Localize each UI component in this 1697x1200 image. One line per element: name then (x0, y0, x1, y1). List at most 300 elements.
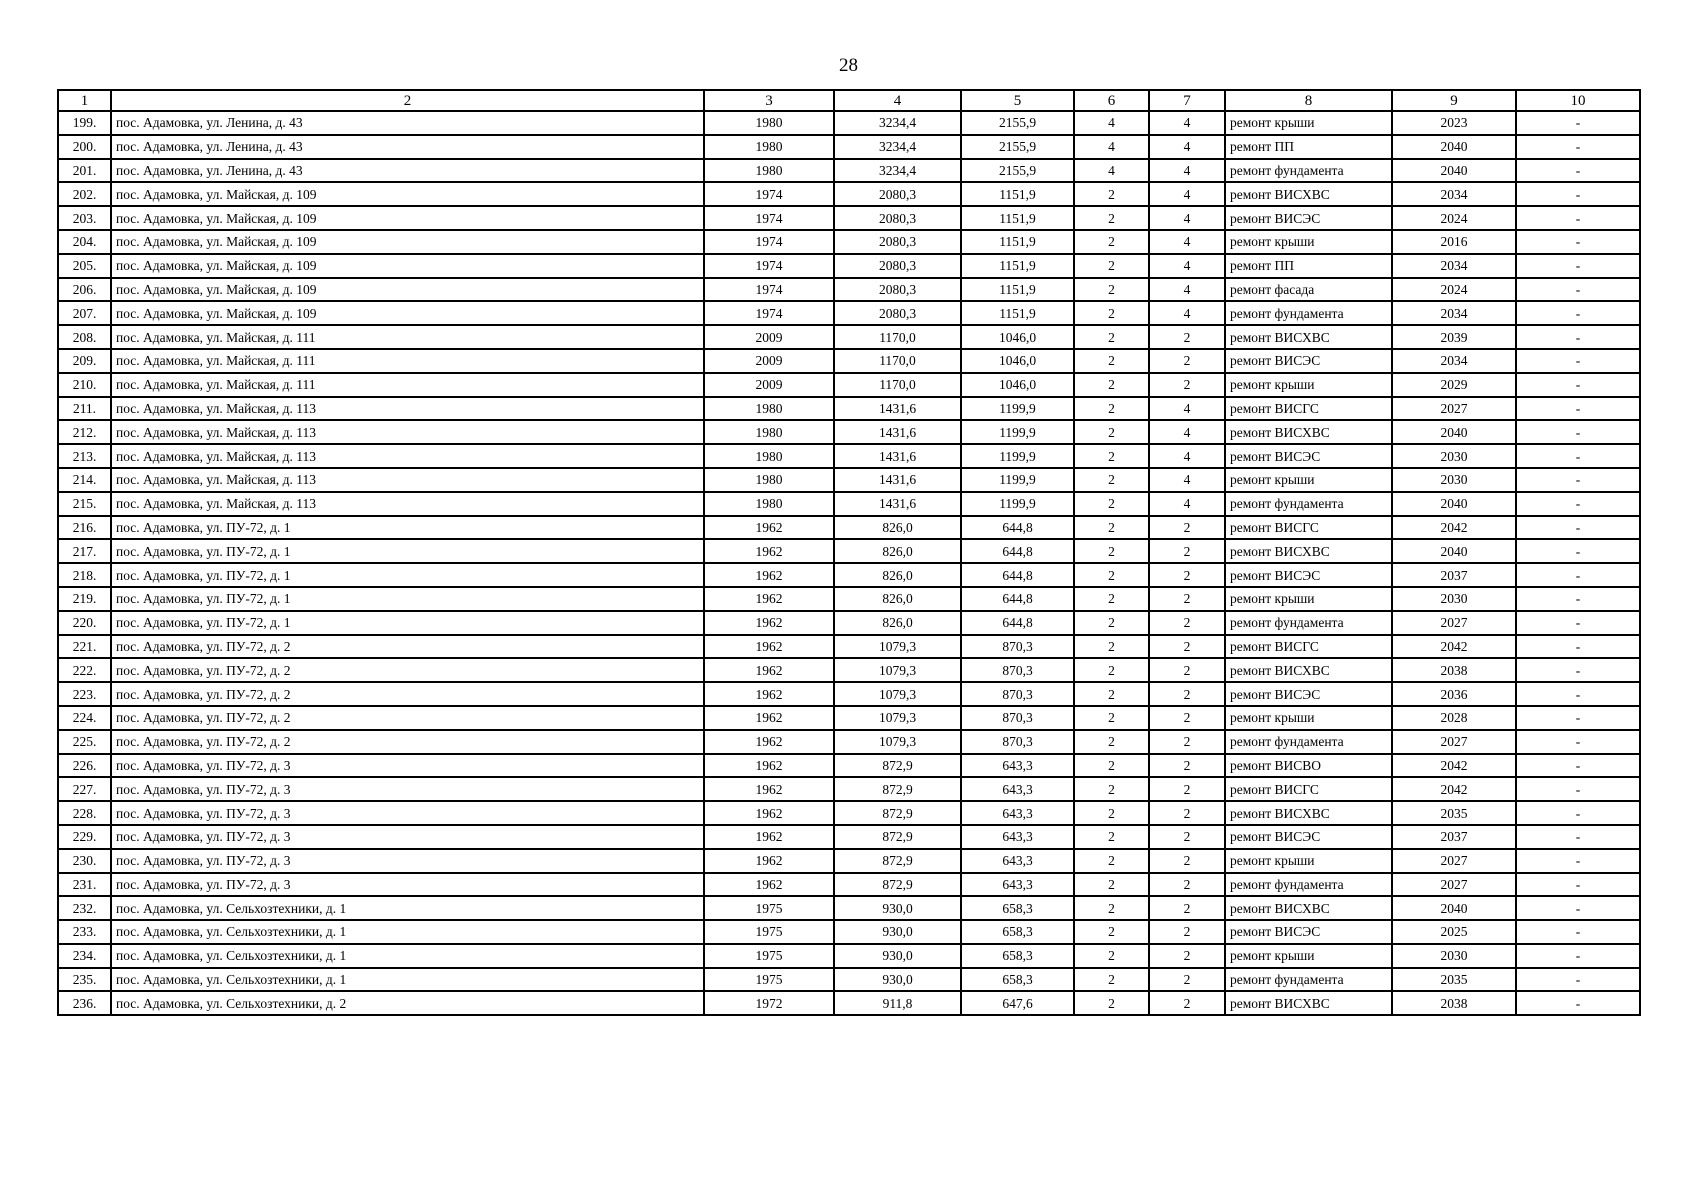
cell-total-area: 1431,6 (834, 468, 961, 492)
cell-floors: 2 (1074, 444, 1149, 468)
cell-planned-year: 2039 (1392, 325, 1516, 349)
cell-planned-year: 2038 (1392, 991, 1516, 1015)
table-row (58, 539, 1640, 563)
cell-row-number: 212. (58, 420, 111, 444)
cell-note: - (1516, 135, 1640, 159)
cell-address: пос. Адамовка, ул. ПУ-72, д. 3 (111, 849, 704, 873)
cell-year-built: 1962 (704, 611, 834, 635)
cell-planned-year: 2034 (1392, 301, 1516, 325)
cell-total-area: 872,9 (834, 825, 961, 849)
cell-row-number: 227. (58, 777, 111, 801)
cell-planned-year: 2025 (1392, 920, 1516, 944)
cell-entrances: 4 (1149, 206, 1225, 230)
column-header: 1 (58, 90, 111, 111)
cell-work-type: ремонт ВИСГС (1225, 635, 1392, 659)
cell-note: - (1516, 635, 1640, 659)
cell-living-area: 2155,9 (961, 159, 1074, 183)
cell-entrances: 4 (1149, 492, 1225, 516)
cell-total-area: 1170,0 (834, 373, 961, 397)
table-row (58, 468, 1640, 492)
table-row (58, 944, 1640, 968)
cell-note: - (1516, 658, 1640, 682)
cell-living-area: 1199,9 (961, 420, 1074, 444)
cell-note: - (1516, 730, 1640, 754)
cell-note: - (1516, 159, 1640, 183)
cell-total-area: 826,0 (834, 563, 961, 587)
cell-row-number: 211. (58, 397, 111, 421)
cell-planned-year: 2034 (1392, 254, 1516, 278)
cell-living-area: 2155,9 (961, 111, 1074, 135)
cell-floors: 2 (1074, 230, 1149, 254)
cell-entrances: 4 (1149, 278, 1225, 302)
cell-planned-year: 2040 (1392, 492, 1516, 516)
table-row (58, 873, 1640, 897)
cell-planned-year: 2040 (1392, 159, 1516, 183)
cell-living-area: 1151,9 (961, 230, 1074, 254)
cell-row-number: 235. (58, 968, 111, 992)
cell-total-area: 930,0 (834, 968, 961, 992)
table-row (58, 111, 1640, 135)
cell-work-type: ремонт крыши (1225, 849, 1392, 873)
cell-floors: 2 (1074, 682, 1149, 706)
cell-address: пос. Адамовка, ул. Майская, д. 113 (111, 444, 704, 468)
cell-total-area: 2080,3 (834, 182, 961, 206)
cell-planned-year: 2035 (1392, 968, 1516, 992)
cell-note: - (1516, 587, 1640, 611)
cell-entrances: 2 (1149, 801, 1225, 825)
cell-entrances: 2 (1149, 325, 1225, 349)
cell-work-type: ремонт ВИСХВС (1225, 991, 1392, 1015)
cell-address: пос. Адамовка, ул. Майская, д. 109 (111, 206, 704, 230)
cell-row-number: 236. (58, 991, 111, 1015)
table-body (58, 111, 1640, 1015)
cell-address: пос. Адамовка, ул. Майская, д. 111 (111, 325, 704, 349)
table-row (58, 206, 1640, 230)
table-row (58, 730, 1640, 754)
cell-year-built: 1980 (704, 111, 834, 135)
cell-year-built: 1962 (704, 539, 834, 563)
cell-note: - (1516, 254, 1640, 278)
cell-work-type: ремонт фасада (1225, 278, 1392, 302)
cell-entrances: 2 (1149, 944, 1225, 968)
cell-address: пос. Адамовка, ул. Майская, д. 111 (111, 373, 704, 397)
cell-planned-year: 2027 (1392, 611, 1516, 635)
cell-floors: 4 (1074, 159, 1149, 183)
table-row (58, 563, 1640, 587)
cell-row-number: 232. (58, 896, 111, 920)
cell-year-built: 1962 (704, 587, 834, 611)
cell-address: пос. Адамовка, ул. ПУ-72, д. 2 (111, 658, 704, 682)
table-row (58, 373, 1640, 397)
cell-planned-year: 2040 (1392, 896, 1516, 920)
table-row (58, 635, 1640, 659)
cell-floors: 2 (1074, 968, 1149, 992)
cell-note: - (1516, 516, 1640, 540)
cell-planned-year: 2036 (1392, 682, 1516, 706)
cell-note: - (1516, 611, 1640, 635)
cell-entrances: 2 (1149, 635, 1225, 659)
cell-planned-year: 2028 (1392, 706, 1516, 730)
cell-planned-year: 2024 (1392, 278, 1516, 302)
cell-work-type: ремонт фундамента (1225, 873, 1392, 897)
table-row (58, 254, 1640, 278)
cell-floors: 2 (1074, 206, 1149, 230)
cell-row-number: 225. (58, 730, 111, 754)
cell-row-number: 206. (58, 278, 111, 302)
table-row (58, 301, 1640, 325)
cell-work-type: ремонт крыши (1225, 111, 1392, 135)
column-header: 3 (704, 90, 834, 111)
cell-total-area: 1170,0 (834, 349, 961, 373)
cell-year-built: 1972 (704, 991, 834, 1015)
cell-total-area: 872,9 (834, 777, 961, 801)
repair-schedule-table (57, 89, 1641, 1016)
table-row (58, 444, 1640, 468)
cell-floors: 2 (1074, 349, 1149, 373)
cell-planned-year: 2035 (1392, 801, 1516, 825)
cell-note: - (1516, 444, 1640, 468)
cell-planned-year: 2030 (1392, 944, 1516, 968)
cell-planned-year: 2016 (1392, 230, 1516, 254)
table-row (58, 611, 1640, 635)
cell-living-area: 1199,9 (961, 492, 1074, 516)
cell-entrances: 2 (1149, 682, 1225, 706)
cell-address: пос. Адамовка, ул. ПУ-72, д. 3 (111, 825, 704, 849)
cell-year-built: 1974 (704, 278, 834, 302)
cell-note: - (1516, 849, 1640, 873)
cell-planned-year: 2040 (1392, 539, 1516, 563)
cell-work-type: ремонт ПП (1225, 254, 1392, 278)
cell-note: - (1516, 825, 1640, 849)
cell-work-type: ремонт ВИСХВС (1225, 658, 1392, 682)
table-row (58, 825, 1640, 849)
cell-work-type: ремонт ВИСХВС (1225, 801, 1392, 825)
table-row (58, 849, 1640, 873)
cell-floors: 2 (1074, 754, 1149, 778)
cell-address: пос. Адамовка, ул. ПУ-72, д. 2 (111, 682, 704, 706)
cell-note: - (1516, 896, 1640, 920)
cell-address: пос. Адамовка, ул. Майская, д. 113 (111, 468, 704, 492)
cell-work-type: ремонт ВИСХВС (1225, 182, 1392, 206)
cell-total-area: 1431,6 (834, 444, 961, 468)
cell-year-built: 1975 (704, 920, 834, 944)
cell-address: пос. Адамовка, ул. ПУ-72, д. 1 (111, 587, 704, 611)
cell-living-area: 658,3 (961, 920, 1074, 944)
cell-total-area: 1431,6 (834, 492, 961, 516)
cell-floors: 2 (1074, 516, 1149, 540)
cell-entrances: 2 (1149, 706, 1225, 730)
cell-planned-year: 2030 (1392, 444, 1516, 468)
cell-floors: 2 (1074, 301, 1149, 325)
cell-work-type: ремонт ВИСХВС (1225, 539, 1392, 563)
column-header: 8 (1225, 90, 1392, 111)
cell-living-area: 1199,9 (961, 468, 1074, 492)
cell-planned-year: 2042 (1392, 777, 1516, 801)
cell-living-area: 644,8 (961, 539, 1074, 563)
cell-year-built: 1962 (704, 777, 834, 801)
cell-work-type: ремонт фундамента (1225, 492, 1392, 516)
cell-year-built: 1975 (704, 896, 834, 920)
cell-year-built: 1962 (704, 754, 834, 778)
cell-row-number: 208. (58, 325, 111, 349)
cell-work-type: ремонт крыши (1225, 230, 1392, 254)
cell-year-built: 1980 (704, 397, 834, 421)
cell-living-area: 643,3 (961, 777, 1074, 801)
cell-living-area: 1199,9 (961, 397, 1074, 421)
cell-work-type: ремонт ВИСЭС (1225, 563, 1392, 587)
cell-row-number: 205. (58, 254, 111, 278)
cell-entrances: 2 (1149, 658, 1225, 682)
table-row (58, 159, 1640, 183)
cell-row-number: 217. (58, 539, 111, 563)
cell-row-number: 231. (58, 873, 111, 897)
cell-address: пос. Адамовка, ул. ПУ-72, д. 3 (111, 777, 704, 801)
cell-entrances: 2 (1149, 849, 1225, 873)
cell-address: пос. Адамовка, ул. Майская, д. 109 (111, 278, 704, 302)
cell-row-number: 200. (58, 135, 111, 159)
cell-year-built: 1962 (704, 563, 834, 587)
cell-entrances: 4 (1149, 230, 1225, 254)
cell-year-built: 1974 (704, 182, 834, 206)
cell-row-number: 230. (58, 849, 111, 873)
cell-row-number: 220. (58, 611, 111, 635)
cell-living-area: 1046,0 (961, 349, 1074, 373)
cell-entrances: 4 (1149, 397, 1225, 421)
table-row (58, 492, 1640, 516)
cell-note: - (1516, 206, 1640, 230)
cell-floors: 2 (1074, 325, 1149, 349)
cell-entrances: 2 (1149, 587, 1225, 611)
cell-total-area: 3234,4 (834, 135, 961, 159)
cell-year-built: 1980 (704, 135, 834, 159)
cell-year-built: 1962 (704, 873, 834, 897)
cell-floors: 2 (1074, 468, 1149, 492)
cell-work-type: ремонт ВИСХВС (1225, 420, 1392, 444)
cell-total-area: 930,0 (834, 944, 961, 968)
cell-entrances: 4 (1149, 468, 1225, 492)
cell-address: пос. Адамовка, ул. Ленина, д. 43 (111, 135, 704, 159)
cell-work-type: ремонт ВИСЭС (1225, 920, 1392, 944)
cell-living-area: 2155,9 (961, 135, 1074, 159)
cell-living-area: 870,3 (961, 730, 1074, 754)
cell-total-area: 1079,3 (834, 706, 961, 730)
cell-year-built: 2009 (704, 349, 834, 373)
cell-row-number: 215. (58, 492, 111, 516)
cell-note: - (1516, 682, 1640, 706)
cell-total-area: 1079,3 (834, 658, 961, 682)
cell-note: - (1516, 754, 1640, 778)
cell-note: - (1516, 539, 1640, 563)
cell-row-number: 210. (58, 373, 111, 397)
cell-work-type: ремонт ВИСЭС (1225, 206, 1392, 230)
cell-year-built: 1962 (704, 706, 834, 730)
cell-planned-year: 2023 (1392, 111, 1516, 135)
cell-note: - (1516, 468, 1640, 492)
cell-address: пос. Адамовка, ул. Майская, д. 111 (111, 349, 704, 373)
cell-year-built: 1962 (704, 516, 834, 540)
cell-work-type: ремонт крыши (1225, 944, 1392, 968)
cell-row-number: 207. (58, 301, 111, 325)
cell-row-number: 222. (58, 658, 111, 682)
cell-work-type: ремонт ПП (1225, 135, 1392, 159)
cell-year-built: 2009 (704, 373, 834, 397)
cell-row-number: 209. (58, 349, 111, 373)
cell-address: пос. Адамовка, ул. ПУ-72, д. 2 (111, 706, 704, 730)
cell-entrances: 2 (1149, 896, 1225, 920)
cell-row-number: 202. (58, 182, 111, 206)
cell-row-number: 213. (58, 444, 111, 468)
cell-entrances: 4 (1149, 159, 1225, 183)
cell-planned-year: 2029 (1392, 373, 1516, 397)
table-row (58, 968, 1640, 992)
cell-planned-year: 2034 (1392, 349, 1516, 373)
cell-year-built: 2009 (704, 325, 834, 349)
cell-note: - (1516, 230, 1640, 254)
cell-floors: 2 (1074, 706, 1149, 730)
cell-floors: 4 (1074, 135, 1149, 159)
cell-address: пос. Адамовка, ул. ПУ-72, д. 3 (111, 801, 704, 825)
cell-year-built: 1962 (704, 849, 834, 873)
cell-total-area: 872,9 (834, 873, 961, 897)
table-row (58, 706, 1640, 730)
cell-row-number: 226. (58, 754, 111, 778)
cell-total-area: 930,0 (834, 920, 961, 944)
table-row (58, 682, 1640, 706)
cell-note: - (1516, 801, 1640, 825)
cell-planned-year: 2040 (1392, 135, 1516, 159)
cell-note: - (1516, 325, 1640, 349)
cell-row-number: 204. (58, 230, 111, 254)
cell-year-built: 1962 (704, 658, 834, 682)
table-row (58, 420, 1640, 444)
cell-living-area: 1151,9 (961, 278, 1074, 302)
table-row (58, 349, 1640, 373)
cell-row-number: 224. (58, 706, 111, 730)
cell-work-type: ремонт ВИСХВС (1225, 325, 1392, 349)
cell-living-area: 870,3 (961, 706, 1074, 730)
cell-row-number: 203. (58, 206, 111, 230)
cell-address: пос. Адамовка, ул. Майская, д. 109 (111, 230, 704, 254)
cell-planned-year: 2042 (1392, 754, 1516, 778)
cell-planned-year: 2042 (1392, 516, 1516, 540)
cell-row-number: 221. (58, 635, 111, 659)
cell-living-area: 658,3 (961, 944, 1074, 968)
cell-address: пос. Адамовка, ул. ПУ-72, д. 1 (111, 516, 704, 540)
cell-living-area: 870,3 (961, 658, 1074, 682)
cell-work-type: ремонт ВИСГС (1225, 777, 1392, 801)
cell-total-area: 826,0 (834, 539, 961, 563)
cell-year-built: 1975 (704, 944, 834, 968)
table-row (58, 754, 1640, 778)
cell-total-area: 3234,4 (834, 159, 961, 183)
cell-work-type: ремонт ВИСЭС (1225, 682, 1392, 706)
cell-work-type: ремонт ВИСГС (1225, 397, 1392, 421)
cell-living-area: 644,8 (961, 563, 1074, 587)
cell-year-built: 1980 (704, 159, 834, 183)
cell-planned-year: 2027 (1392, 730, 1516, 754)
cell-floors: 2 (1074, 492, 1149, 516)
cell-address: пос. Адамовка, ул. ПУ-72, д. 2 (111, 730, 704, 754)
cell-floors: 2 (1074, 801, 1149, 825)
cell-floors: 2 (1074, 420, 1149, 444)
cell-address: пос. Адамовка, ул. Майская, д. 113 (111, 420, 704, 444)
cell-total-area: 872,9 (834, 754, 961, 778)
cell-year-built: 1962 (704, 730, 834, 754)
cell-total-area: 2080,3 (834, 230, 961, 254)
cell-floors: 2 (1074, 896, 1149, 920)
page-number: 28 (839, 55, 858, 76)
cell-floors: 2 (1074, 611, 1149, 635)
table-row (58, 397, 1640, 421)
cell-floors: 2 (1074, 373, 1149, 397)
cell-year-built: 1980 (704, 420, 834, 444)
cell-note: - (1516, 492, 1640, 516)
table-row (58, 278, 1640, 302)
cell-note: - (1516, 968, 1640, 992)
cell-work-type: ремонт фундамента (1225, 159, 1392, 183)
column-header: 9 (1392, 90, 1516, 111)
cell-address: пос. Адамовка, ул. Сельхозтехники, д. 1 (111, 944, 704, 968)
cell-year-built: 1962 (704, 682, 834, 706)
cell-total-area: 826,0 (834, 587, 961, 611)
cell-work-type: ремонт фундамента (1225, 611, 1392, 635)
cell-address: пос. Адамовка, ул. Сельхозтехники, д. 2 (111, 991, 704, 1015)
cell-living-area: 870,3 (961, 635, 1074, 659)
cell-work-type: ремонт фундамента (1225, 730, 1392, 754)
cell-floors: 2 (1074, 587, 1149, 611)
cell-note: - (1516, 349, 1640, 373)
cell-planned-year: 2042 (1392, 635, 1516, 659)
cell-floors: 2 (1074, 920, 1149, 944)
table-row (58, 230, 1640, 254)
cell-living-area: 658,3 (961, 896, 1074, 920)
cell-total-area: 826,0 (834, 516, 961, 540)
cell-living-area: 1199,9 (961, 444, 1074, 468)
cell-year-built: 1974 (704, 254, 834, 278)
cell-note: - (1516, 873, 1640, 897)
cell-entrances: 4 (1149, 254, 1225, 278)
cell-year-built: 1962 (704, 825, 834, 849)
cell-note: - (1516, 373, 1640, 397)
cell-work-type: ремонт ВИСГС (1225, 516, 1392, 540)
cell-living-area: 1151,9 (961, 206, 1074, 230)
cell-entrances: 2 (1149, 373, 1225, 397)
cell-entrances: 2 (1149, 873, 1225, 897)
cell-work-type: ремонт ВИСЭС (1225, 825, 1392, 849)
cell-entrances: 2 (1149, 563, 1225, 587)
cell-floors: 2 (1074, 254, 1149, 278)
cell-total-area: 2080,3 (834, 301, 961, 325)
cell-entrances: 2 (1149, 754, 1225, 778)
cell-row-number: 233. (58, 920, 111, 944)
cell-work-type: ремонт крыши (1225, 587, 1392, 611)
cell-entrances: 4 (1149, 135, 1225, 159)
cell-total-area: 1170,0 (834, 325, 961, 349)
cell-row-number: 218. (58, 563, 111, 587)
table-row (58, 658, 1640, 682)
cell-living-area: 643,3 (961, 825, 1074, 849)
cell-address: пос. Адамовка, ул. Ленина, д. 43 (111, 159, 704, 183)
cell-address: пос. Адамовка, ул. ПУ-72, д. 1 (111, 563, 704, 587)
cell-floors: 2 (1074, 563, 1149, 587)
cell-floors: 4 (1074, 111, 1149, 135)
cell-floors: 2 (1074, 539, 1149, 563)
cell-total-area: 911,8 (834, 991, 961, 1015)
cell-address: пос. Адамовка, ул. ПУ-72, д. 1 (111, 539, 704, 563)
cell-note: - (1516, 944, 1640, 968)
cell-entrances: 2 (1149, 516, 1225, 540)
cell-row-number: 216. (58, 516, 111, 540)
